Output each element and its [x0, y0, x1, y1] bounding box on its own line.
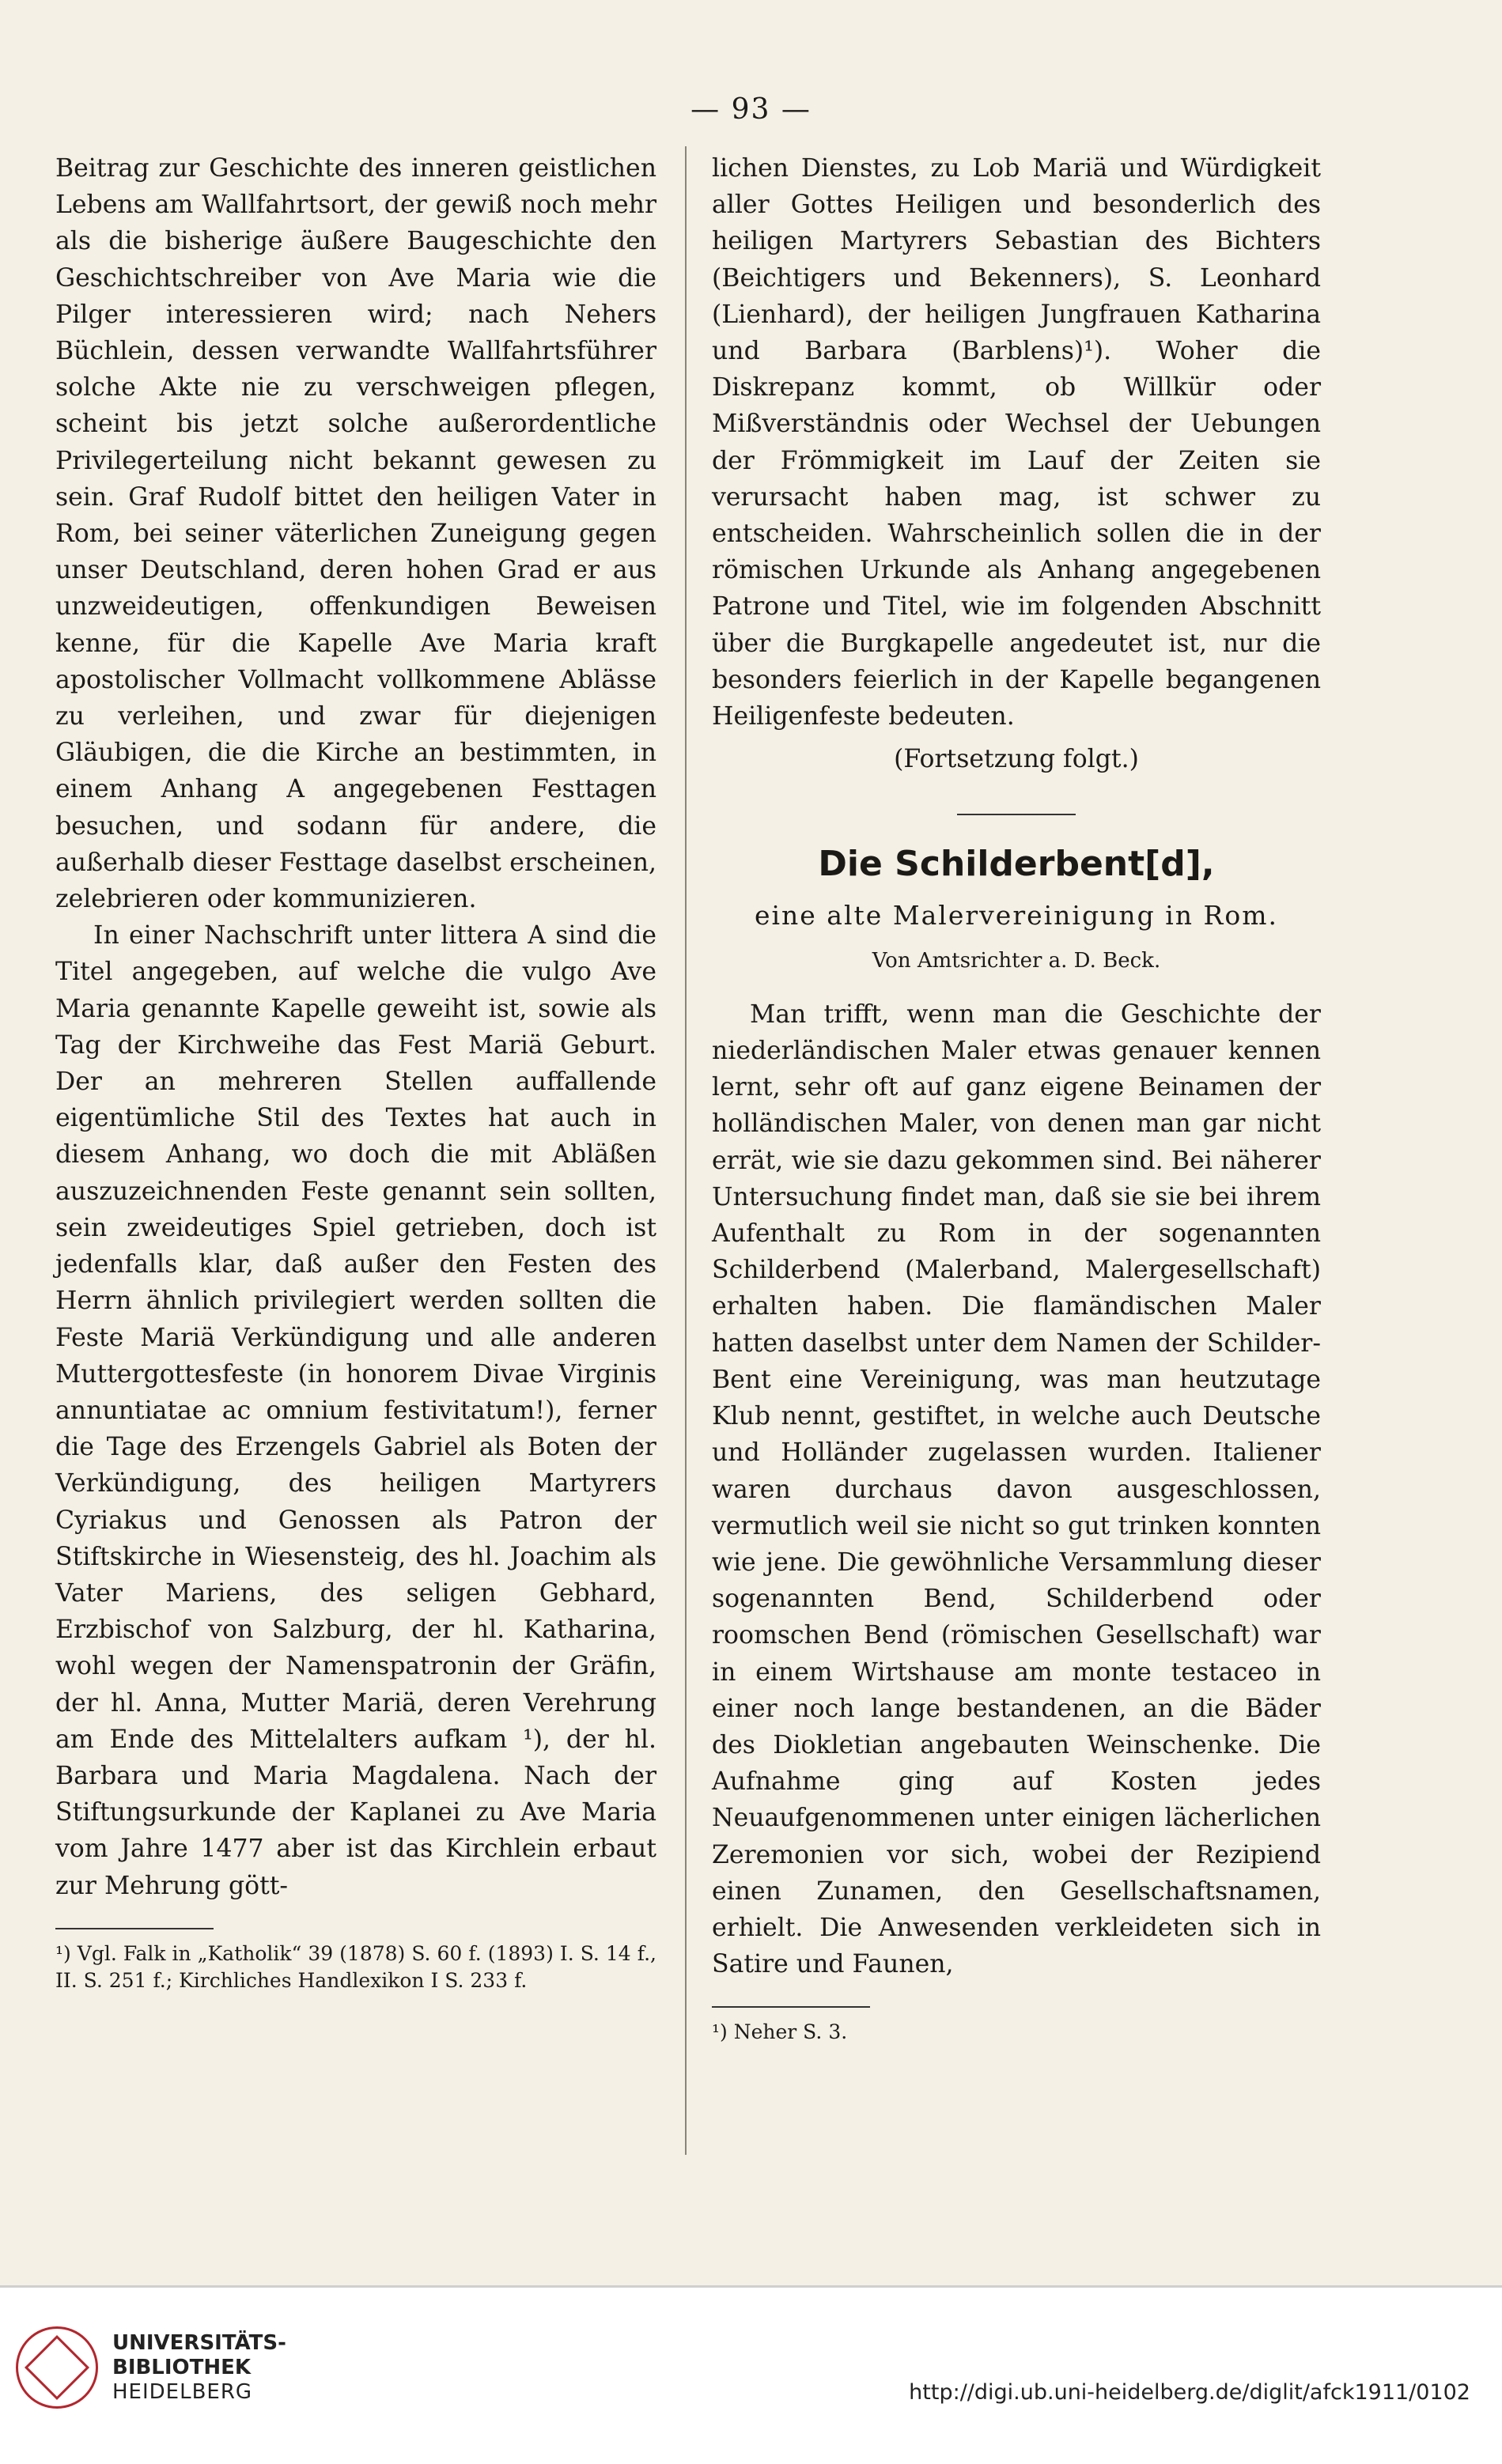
paragraph: lichen Dienstes, zu Lob Mariä und Würdigkeit aller Gottes Heiligen und besonderlich des heiligen Martyrers Sebastian des Bichters (Beichtigers und Bekenners), S. Leonhard (Lienhard), der heiligen Jungfrauen Katharina und Barbara (Barblens)¹). Woher die Diskrepanz kommt, ob Willkür oder Mißverständnis oder Wechsel der Uebungen der Frömmigkeit im Lauf der Zeiten sie verursacht haben mag, ist schwer zu entscheiden. Wahrscheinlich sollen die in der römischen Urkunde als Anhang angegebenen Patrone und Titel, wie im folgenden Abschnitt über die Burgkapelle angedeutet ist, nur die besonders feierlich in der Kapelle begangenen Heiligenfeste bedeuten. [712, 154, 1321, 731]
logo-line: UNIVERSITÄTS- [112, 2331, 286, 2355]
library-seal-icon [16, 2326, 98, 2409]
footnote-divider [712, 2006, 870, 2008]
footnote-divider [55, 1928, 214, 1929]
continuation-note: (Fortsetzung folgt.) [894, 745, 1139, 774]
article-subtitle: eine alte Malervereinigung in Rom. [754, 900, 1279, 932]
article-title: Die Schilderbent[d], [818, 844, 1215, 885]
article-divider [957, 814, 1076, 815]
logo-line: HEIDELBERG [112, 2380, 253, 2404]
paragraph: In einer Nachschrift unter littera A sind die Titel angegeben, auf welche die vulgo Ave Maria genannte Kapelle geweiht ist, sowie als Tag der Kirchweihe das Fest Mariä Geburt. Der an mehreren Stellen auffallende eigentümliche Stil des Textes hat auch in diesem Anhang, wo doch die mit Abläßen auszuzeichnenden Feste genannt sein sollten, sein zweideutiges Spiel getrieben, doch ist jedenfalls klar, daß außer den Festen des Herrn ähnlich privilegiert werden sollten die Feste Mariä Verkündigung und alle anderen Muttergottesfeste (in honorem Divae Virginis annuntiatae ac omnium festivitatum!), ferner die Tage des Erzengels Gabriel als Boten der Verkündigung, des heiligen Martyrers Cyriakus und Genossen als Patron der Stiftskirche in Wiesensteig, des hl. Joachim als Vater Mariens, des seligen Gebhard, Erzbischof von Salzburg, der hl. Katharina, wohl wegen der Namenspatronin der Gräfin, der hl. Anna, Mutter Mariä, deren Verehrung am Ende des Mittelalters aufkam ¹), der hl. Barbara und Maria Magdalena. Nach der Stiftungsurkunde der Kaplanei zu Ave Maria vom Jahre 1477 aber ist das Kirchlein erbaut zur Mehrung gött- [55, 921, 656, 1900]
source-url-link[interactable]: http://digi.ub.uni-heidelberg.de/diglit/afck1911/0102 [909, 2380, 1470, 2405]
logo-line: BIBLIOTHEK [112, 2356, 252, 2379]
page-number: — 93 — [690, 93, 812, 126]
footer-divider [0, 2285, 1502, 2288]
library-logo[interactable] [112, 2331, 286, 2405]
paragraph: Beitrag zur Geschichte des inneren geistlichen Lebens am Wallfahrtsort, der gewiß noch mehr als die bisherige äußere Baugeschichte den Geschichtschreiber von Ave Maria wie die Pilger interessieren wird; nach Nehers Büchlein, dessen verwandte Wallfahrtsführer solche Akte nie zu verschweigen pflegen, scheint bis jetzt solche außerordentliche Privilegerteilung nicht bekannt gewesen zu sein. Graf Rudolf bittet den heiligen Vater in Rom, bei seiner väterlichen Zuneigung gegen unser Deutschland, deren hohen Grad er aus unzweideutigen, offenkundigen Beweisen kenne, für die Kapelle Ave Maria kraft apostolischer Vollmacht vollkommene Ablässe zu verleihen, und zwar für diejenigen Gläubigen, die die Kirche an bestimmten, in einem Anhang A angegebenen Festtagen besuchen, und sodann für andere, die außerhalb dieser Festtage daselbst erscheinen, zelebrieren oder kommunizieren. [55, 154, 656, 914]
paragraph: Man trifft, wenn man die Geschichte der niederländischen Maler etwas genauer kennen lernt, sehr oft auf ganz eigene Beinamen der holländischen Maler, von denen man gar nicht errät, wie sie dazu gekommen sind. Bei näherer Untersuchung findet man, daß sie sie bei ihrem Aufenthalt zu Rom in der sogenannten Schilderbend (Malerband, Malergesellschaft) erhalten haben. Die flamändischen Maler hatten daselbst unter dem Namen der Schilder-Bent eine Vereinigung, was man heutzutage Klub nennt, gestiftet, in welche auch Deutsche und Holländer zugelassen wurden. Italiener waren durchaus davon ausgeschlossen, vermutlich weil sie nicht so gut trinken konnten wie jene. Die gewöhnliche Versammlung dieser sogenannten Bend, Schilderbend oder roomschen Bend (römischen Gesellschaft) war in einem Wirtshause am monte testaceo in einer noch lange bestandenen, an die Bäder des Diokletian angebauten Weinschenke. Die Aufnahme ging auf Kosten jedes Neuaufgenommenen unter einigen lächerlichen Zeremonien vor sich, wobei der Rezipiend einen Zunamen, den Gesellschaftsnamen, erhielt. Die Anwesenden verkleideten sich in Satire und Faunen, [712, 1000, 1321, 1979]
left-column [55, 150, 656, 1994]
right-column [712, 150, 1321, 2046]
footnote: ¹) Neher S. 3. [712, 2020, 848, 2044]
footnote: ¹) Vgl. Falk in „Katholik“ 39 (1878) S. 60 f. (1893) I. S. 14 f., II. S. 251 f.; Kirchliches Handlexikon I S. 233 f. [55, 1941, 656, 1992]
article-author: Von Amtsrichter a. D. Beck. [872, 948, 1161, 973]
column-divider [685, 146, 687, 2155]
library-footer [0, 2285, 1502, 2464]
